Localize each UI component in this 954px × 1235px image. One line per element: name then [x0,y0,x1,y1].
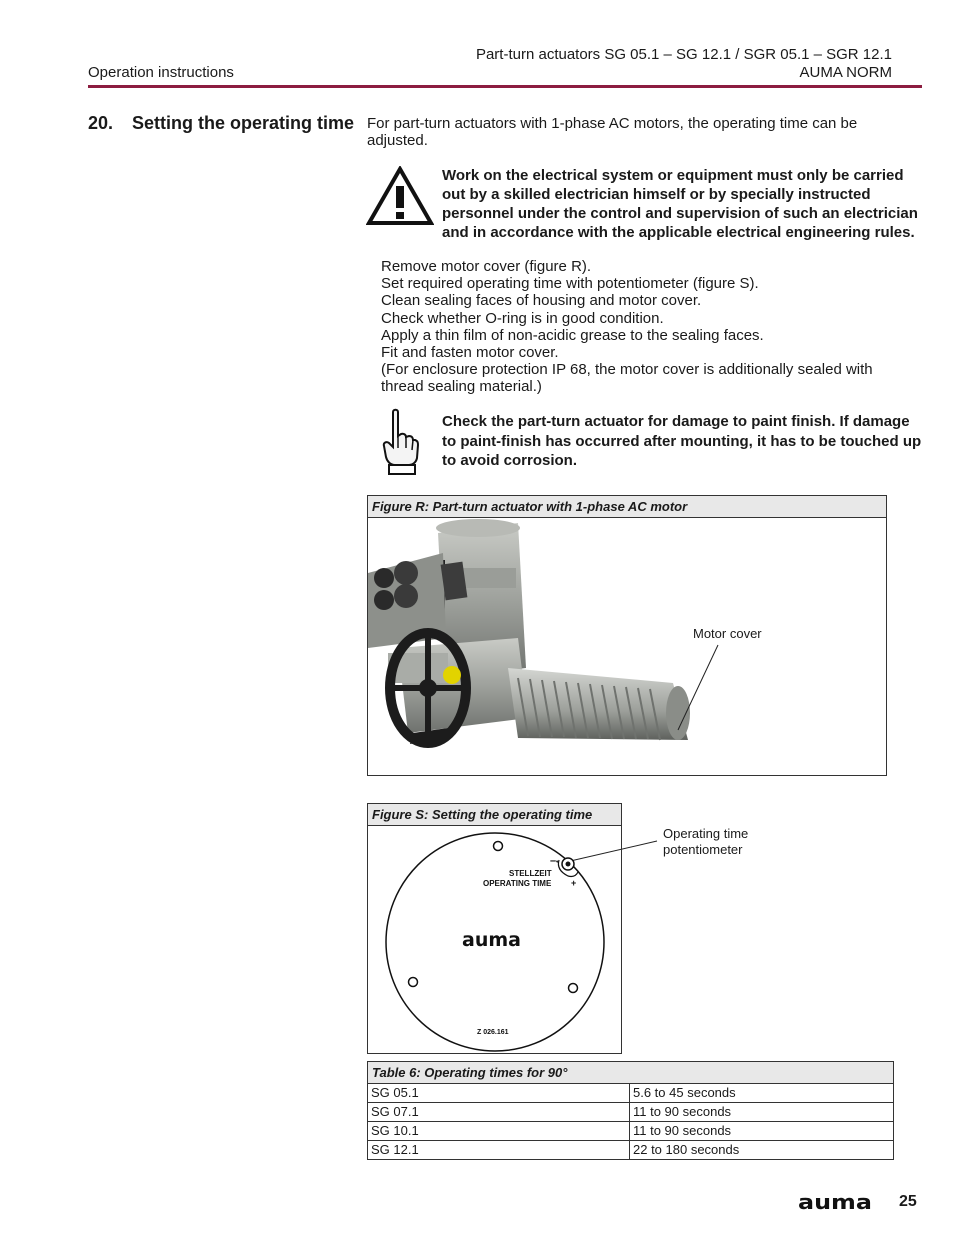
auma-logo-drawing: auma [462,929,521,951]
table-row [368,1102,893,1121]
table-cell-model: SG 07.1 [368,1103,630,1121]
table-row [368,1084,893,1102]
page-number: 25 [899,1193,917,1210]
auma-logo [798,1190,874,1214]
header-doc-type: Operation instructions [88,64,234,81]
potentiometer-callout-line2: potentiometer [663,842,743,857]
operating-times-table [367,1061,894,1160]
table-row [368,1140,893,1159]
pointing-hand-icon [381,408,421,476]
header-brand-line: AUMA NORM [799,64,892,81]
actuator-photo [368,518,886,775]
warning-text: Work on the electrical system or equipment must only be carried out by a skilled electrician himself or by specially instructed personnel under the control and supervision of such an electrician and in accordance with the applicable electrical engineering rules. [442,167,918,241]
table-cell-model: SG 05.1 [368,1084,630,1102]
minus-mark: – [550,855,557,867]
label-de: STELLZEIT [509,869,552,878]
step-item: Fit and fasten motor cover. [381,344,559,362]
header-rule [88,85,922,88]
table-cell-time: 22 to 180 seconds [633,1142,740,1157]
step-item: Check whether O-ring is in good condition. [381,309,664,327]
table-cell-model: SG 12.1 [368,1141,630,1159]
motor-cover-drawing [368,826,621,1053]
footer-brand: auma [798,1190,872,1214]
figure-s [367,803,622,1054]
motor-cover-callout: Motor cover [693,626,762,641]
step-item: (For enclosure protection IP 68, the motor cover is additionally sealed with thread sealing material.) [381,361,873,396]
table-cell-time: 11 to 90 seconds [633,1104,732,1119]
header-product-line: Part-turn actuators SG 05.1 – SG 12.1 / SGR 05.1 – SGR 12.1 [475,46,892,63]
step-item: Set required operating time with potentiometer (figure S). [381,275,759,293]
figure-s-caption: Figure S: Setting the operating time [368,804,621,826]
table-cell-time: 5.6 to 45 seconds [633,1085,736,1100]
drawing-ref: Z 026.161 [477,1029,509,1036]
section-number: 20. [88,113,114,133]
table-row [368,1121,893,1140]
label-en: OPERATING TIME [483,879,552,888]
figure-r [367,495,887,776]
step-item: Clean sealing faces of housing and motor cover. [381,292,702,310]
step-item: Apply a thin film of non-acidic grease to the sealing faces. [381,326,764,344]
potentiometer-callout-line1: Operating time [663,826,749,841]
potentiometer-callout [663,826,748,858]
table-cell-time: 11 to 90 seconds [633,1123,732,1138]
note-text: Check the part-turn actuator for damage to paint finish. If damage to paint-finish has occurred after mounting, it has to be touched up to avoid corrosion. [442,413,922,469]
instruction-steps [381,258,901,396]
step-item: Remove motor cover (figure R). [381,258,592,275]
header-product [476,46,892,82]
figure-r-caption: Figure R: Part-turn actuator with 1-phase AC motor [368,496,886,518]
section-intro: For part-turn actuators with 1-phase AC motors, the operating time can be adjusted. [367,115,858,149]
plus-mark: + [571,878,577,888]
section-title: Setting the operating time [132,113,355,133]
table-caption: Table 6: Operating times for 90° [368,1062,893,1084]
table-cell-model: SG 10.1 [368,1122,630,1140]
warning-triangle-icon [366,166,434,226]
